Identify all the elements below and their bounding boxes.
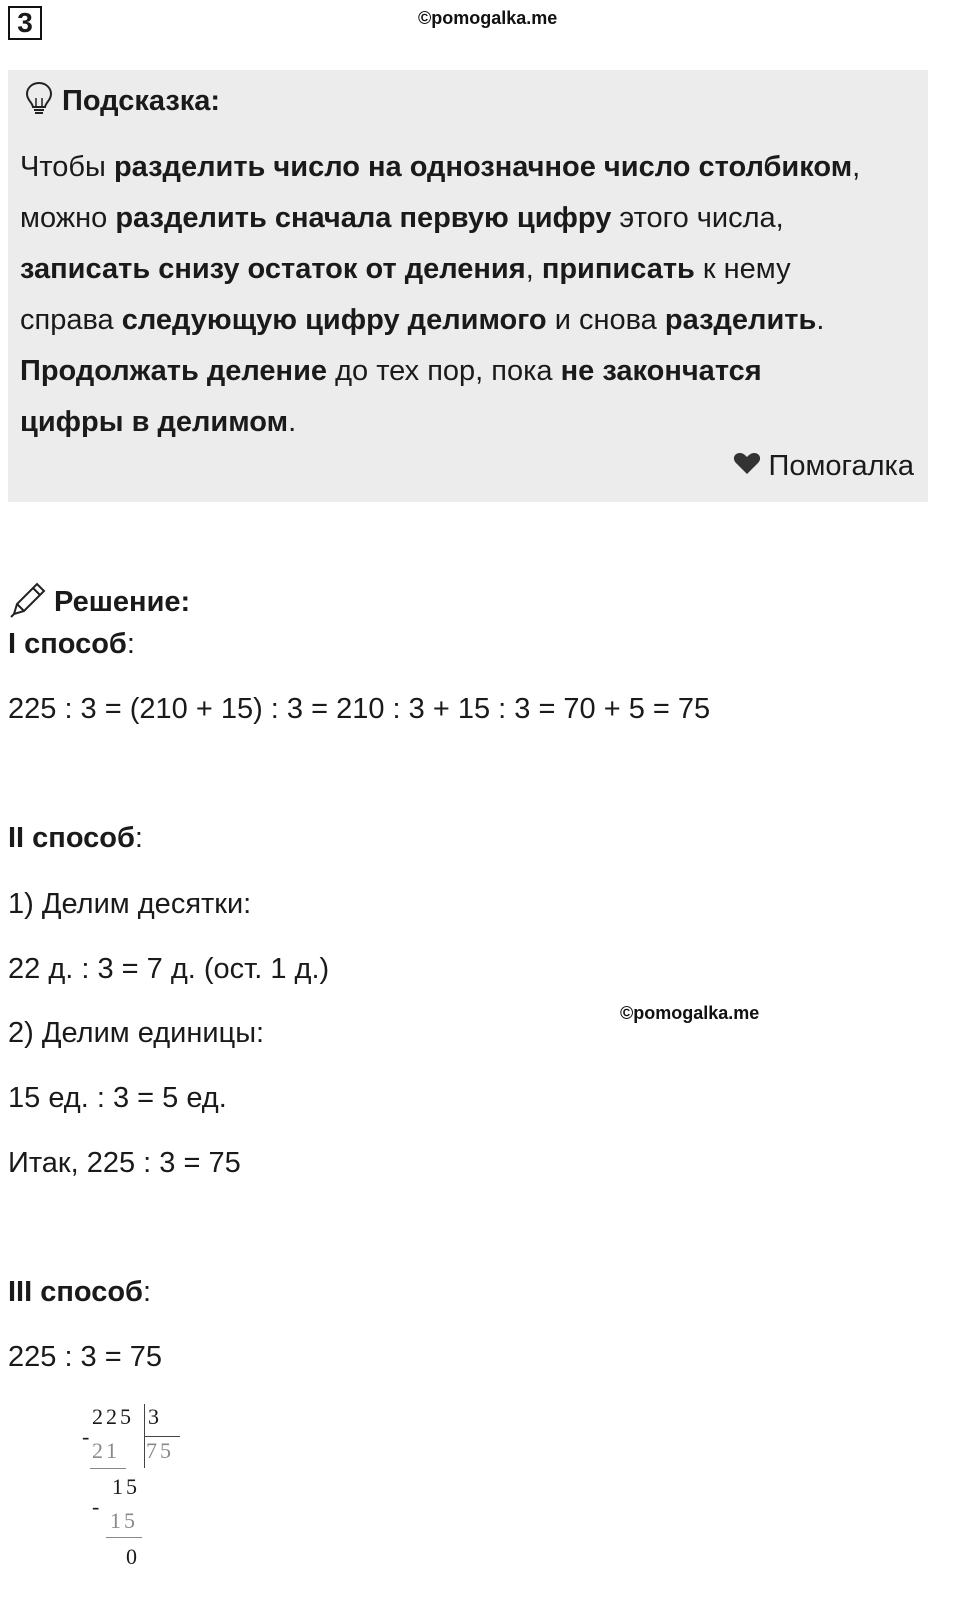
hint-line xyxy=(20,295,920,346)
hint-text-segment: до тех пор, пока xyxy=(327,355,561,387)
subtrahend-2: 15 xyxy=(110,1508,138,1533)
hint-bold-text: разделить число на однозначное число столбиком xyxy=(113,151,853,183)
divisor-underline xyxy=(144,1436,180,1437)
hint-text-segment: и снова xyxy=(546,304,665,336)
method2-step2: 2) Делим единицы: xyxy=(8,1017,265,1049)
hint-text-segment: можно xyxy=(20,202,116,234)
brand-name: Помогалка xyxy=(768,450,914,482)
lightbulb-icon xyxy=(24,80,54,123)
watermark-top: ©pomogalka.me xyxy=(418,8,558,28)
hint-bold-text: приписать xyxy=(541,253,695,285)
hint-bold-text: разделить сначала первую цифру xyxy=(115,202,612,234)
underline-1 xyxy=(90,1468,126,1469)
hint-text-segment: . xyxy=(816,304,825,336)
hint-line xyxy=(20,397,920,448)
hint-bold-text: цифры в делимом xyxy=(20,406,289,438)
brand xyxy=(733,450,914,483)
hint-line xyxy=(20,142,920,193)
hint-line xyxy=(20,244,920,295)
task-number: 3 xyxy=(8,6,42,40)
method3-line: 225 : 3 = 75 xyxy=(8,1341,162,1373)
hint-box xyxy=(8,70,928,502)
hint-bold-text: следующую цифру делимого xyxy=(121,304,547,336)
hint-text-segment: Чтобы xyxy=(20,151,114,183)
subtrahend-1: 21 xyxy=(92,1438,120,1463)
hint-text-segment: этого числа, xyxy=(611,202,784,234)
hint-line xyxy=(20,193,920,244)
hint-bold-text: Продолжать деление xyxy=(20,355,328,387)
remainder-1: 15 xyxy=(112,1474,140,1499)
hint-line xyxy=(20,346,920,397)
remainder-final: 0 xyxy=(126,1544,140,1569)
method1-line: 225 : 3 = (210 + 15) : 3 = 210 : 3 + 15 : 3 = 70 + 5 = 75 xyxy=(8,693,711,725)
solution-title: Решение: xyxy=(54,586,191,618)
hint-text-segment: справа xyxy=(20,304,122,336)
method3-label: III способ: xyxy=(8,1276,152,1308)
method2-label: II способ: xyxy=(8,822,143,854)
heart-icon xyxy=(733,450,761,483)
method1-label: I способ: xyxy=(8,628,135,660)
pencil-icon xyxy=(8,580,48,625)
hint-text-segment: , xyxy=(525,253,542,285)
hint-text-segment: . xyxy=(288,406,297,438)
hint-text xyxy=(20,142,920,448)
hint-bold-text: разделить xyxy=(664,304,817,336)
hint-title: Подсказка: xyxy=(62,85,221,117)
quotient: 75 xyxy=(146,1438,174,1463)
divisor: 3 xyxy=(148,1404,162,1429)
hint-text-segment: , xyxy=(852,151,861,183)
hint-header xyxy=(24,80,220,123)
minus-sign-2: - xyxy=(92,1494,103,1519)
dividend: 225 xyxy=(92,1404,134,1429)
hint-bold-text: записать снизу остаток от деления xyxy=(20,253,526,285)
solution-header xyxy=(8,580,190,625)
method2-calc2: 15 ед. : 3 = 5 ед. xyxy=(8,1082,227,1114)
method2-step1: 1) Делим десятки: xyxy=(8,888,252,920)
hint-bold-text: не закончатся xyxy=(560,355,762,387)
minus-sign-1: - xyxy=(82,1424,93,1449)
method2-result: Итак, 225 : 3 = 75 xyxy=(8,1147,241,1179)
watermark-mid: ©pomogalka.me xyxy=(620,1003,760,1023)
underline-2 xyxy=(106,1537,142,1538)
method2-calc1: 22 д. : 3 = 7 д. (ост. 1 д.) xyxy=(8,953,330,985)
hint-text-segment: к нему xyxy=(694,253,791,285)
